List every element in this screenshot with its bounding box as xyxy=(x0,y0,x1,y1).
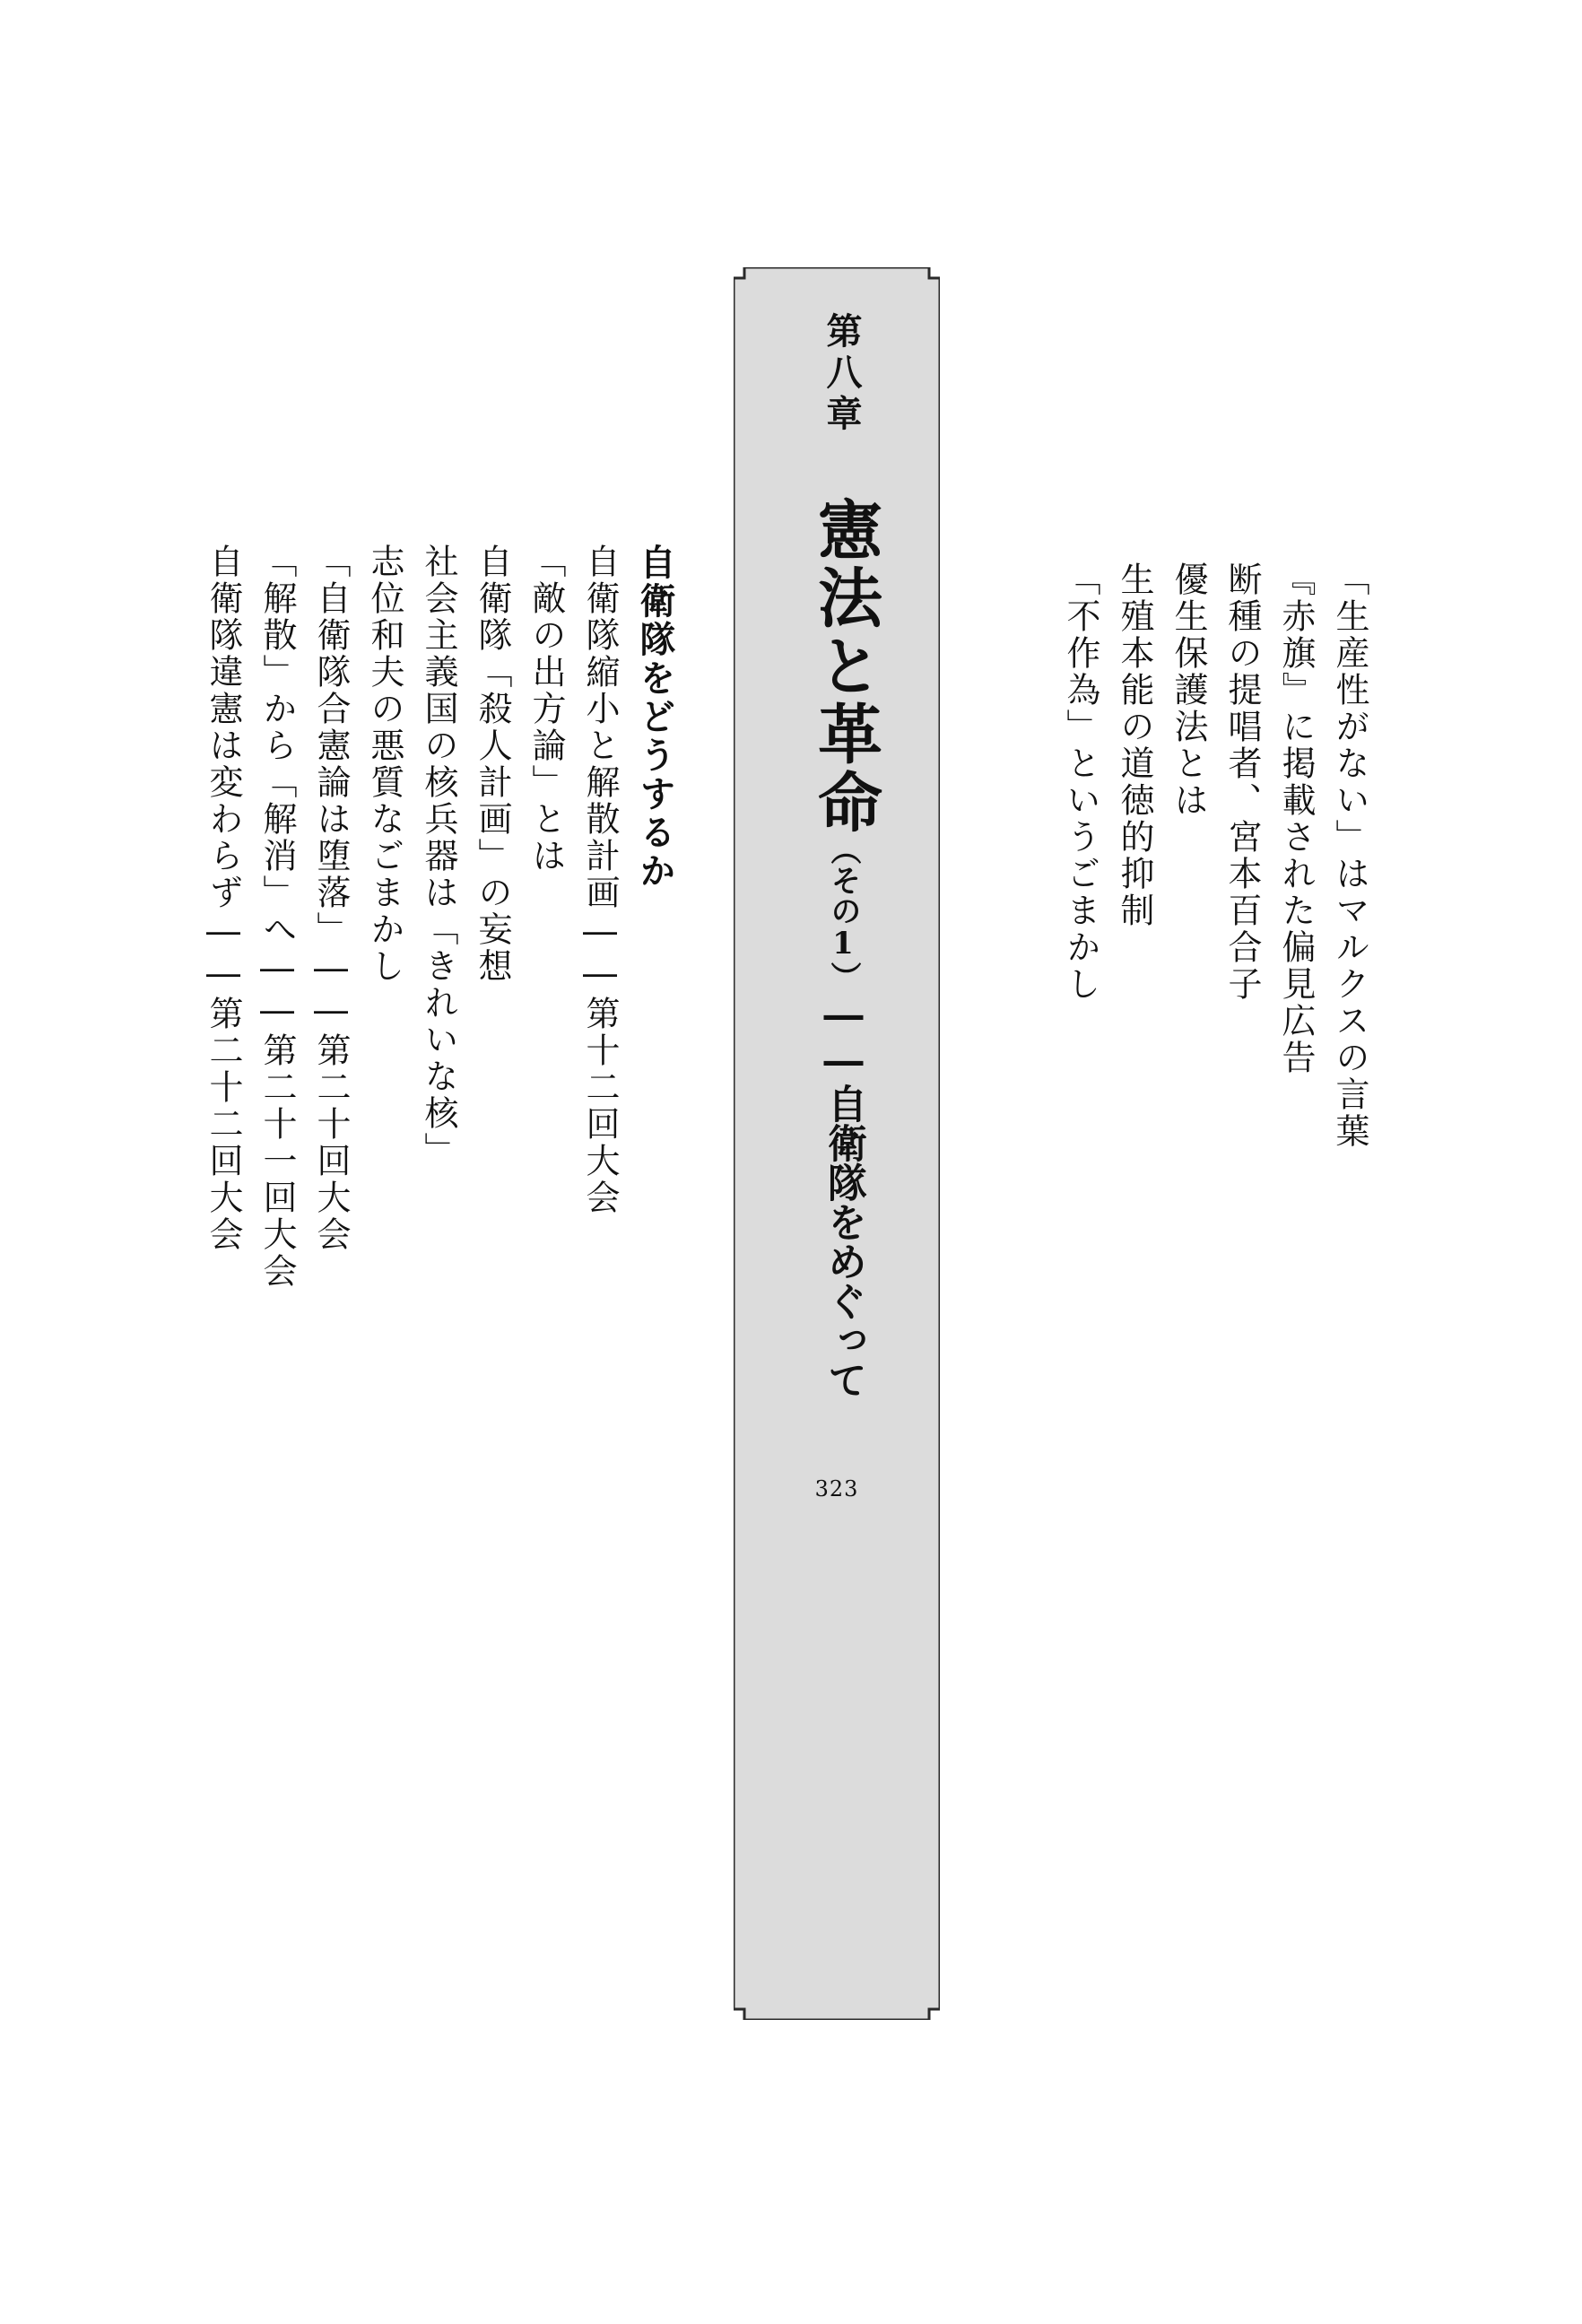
toc-item[interactable]: 志位和夫の悪質なごまかし xyxy=(365,544,404,985)
toc-item[interactable]: 優生保護法とは xyxy=(1169,561,1208,819)
toc-item[interactable]: 「不作為」というごまかし xyxy=(1061,561,1100,1003)
chapter-subtitle-rest: ――自衛隊をめぐって xyxy=(821,992,866,1399)
chapter-panel xyxy=(734,267,940,2020)
chapter-number: 第八章 xyxy=(821,312,863,436)
toc-item[interactable]: 自衛隊「殺人計画」の妄想 xyxy=(473,544,512,985)
toc-item[interactable]: 断種の提唱者、宮本百合子 xyxy=(1222,561,1262,1003)
toc-item[interactable]: 「生産性がない」はマルクスの言葉 xyxy=(1330,561,1369,1150)
toc-item[interactable]: 「自衛隊合憲論は堕落」――第二十回大会 xyxy=(311,544,351,1253)
chapter-subtitle[interactable] xyxy=(821,834,866,1399)
toc-item[interactable]: 生殖本能の道徳的抑制 xyxy=(1115,561,1154,929)
page-number: 323 xyxy=(814,1476,859,1501)
toc-item[interactable]: 自衛隊違憲は変わらず――第二十二回大会 xyxy=(204,544,243,1253)
toc-item[interactable]: 自衛隊縮小と解散計画――第十二回大会 xyxy=(580,544,620,1216)
section-heading[interactable]: 自衛隊をどうするか xyxy=(634,544,676,891)
previous-section-list xyxy=(1061,561,1369,1150)
chapter-subtitle-part: （その1） xyxy=(825,834,861,992)
section-list xyxy=(204,544,676,1290)
toc-item[interactable]: 社会主義国の核兵器は「きれいな核」 xyxy=(419,544,458,1169)
toc-item[interactable]: 『赤旗』に掲載された偏見広告 xyxy=(1276,561,1316,1076)
toc-item[interactable]: 「敵の出方論」とは xyxy=(526,544,566,875)
chapter-title[interactable]: 憲法と革命 xyxy=(807,496,883,837)
toc-item[interactable]: 「解散」から「解消」へ――第二十一回大会 xyxy=(257,544,297,1290)
